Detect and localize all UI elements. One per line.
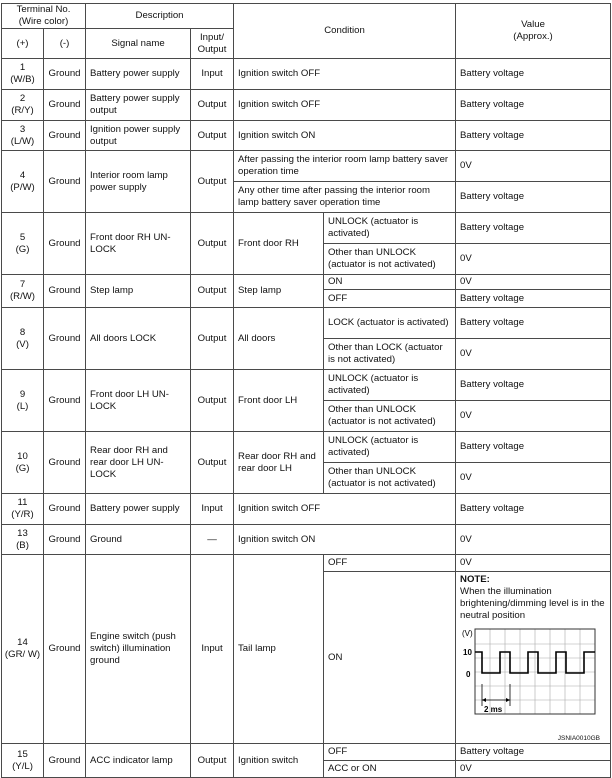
plus-header: (+) <box>2 29 44 59</box>
value-cell: Battery voltage <box>456 744 611 761</box>
terminal-number: 15 (Y/L) <box>2 744 44 778</box>
value-cell: 0V <box>456 525 611 555</box>
table-row <box>2 308 611 339</box>
state-cell: Other than UNLOCK (actuator is not activated) <box>324 401 456 432</box>
value-cell: 0V <box>456 401 611 432</box>
table-row <box>2 494 611 525</box>
ground-cell: Ground <box>44 432 86 494</box>
signal-name: Engine switch (push switch) illumination ground <box>86 555 191 744</box>
waveform-grid <box>475 629 595 714</box>
table-row <box>2 525 611 555</box>
signal-name: Ground <box>86 525 191 555</box>
state-cell: ON <box>324 275 456 290</box>
state-cell: LOCK (actuator is activated) <box>324 308 456 339</box>
value-cell: 0V <box>456 151 611 182</box>
value-cell: 0V <box>456 339 611 370</box>
value-cell: 0V <box>456 275 611 290</box>
condition-cell: Ignition switch OFF <box>234 494 456 525</box>
ground-cell: Ground <box>44 494 86 525</box>
io-cell: Output <box>191 151 234 213</box>
terminal-number: 3 (L/W) <box>2 121 44 151</box>
terminal-number: 7 (R/W) <box>2 275 44 308</box>
condition-cell: Ignition switch OFF <box>234 59 456 90</box>
table-row <box>2 121 611 151</box>
signal-name: Battery power supply <box>86 59 191 90</box>
state-cell: OFF <box>324 744 456 761</box>
io-cell: — <box>191 525 234 555</box>
state-cell: ON <box>324 572 456 744</box>
io-cell: Output <box>191 121 234 151</box>
value-cell: Battery voltage <box>456 370 611 401</box>
signal-name: Front door RH UN-LOCK <box>86 213 191 275</box>
signal-name-header: Signal name <box>86 29 191 59</box>
condition-cell: All doors <box>234 308 324 370</box>
condition-cell: Ignition switch OFF <box>234 90 456 121</box>
terminal-number: 1 (W/B) <box>2 59 44 90</box>
condition-cell: Front door LH <box>234 370 324 432</box>
value-cell: Battery voltage <box>456 308 611 339</box>
ground-cell: Ground <box>44 370 86 432</box>
table-row <box>2 432 611 463</box>
note-text: When the illumination brightening/dimming level is in the neutral position <box>460 586 605 621</box>
terminal-number: 11 (Y/R) <box>2 494 44 525</box>
terminal-number: 9 (L) <box>2 370 44 432</box>
terminal-number: 8 (V) <box>2 308 44 370</box>
waveform-high-label: 10 <box>463 648 472 657</box>
condition-cell: Any other time after passing the interior room lamp battery saver operation time <box>234 182 456 213</box>
waveform-low-label: 0 <box>466 670 471 679</box>
ground-cell: Ground <box>44 121 86 151</box>
value-header: Value (Approx.) <box>456 4 611 59</box>
terminal-number: 4 (P/W) <box>2 151 44 213</box>
note-title: NOTE: <box>460 574 490 585</box>
signal-name: Ignition power supply output <box>86 121 191 151</box>
io-cell: Output <box>191 275 234 308</box>
ground-cell: Ground <box>44 90 86 121</box>
state-cell: OFF <box>324 555 456 572</box>
terminal-number: 13 (B) <box>2 525 44 555</box>
input-output-header: Input/ Output <box>191 29 234 59</box>
state-cell: UNLOCK (actuator is activated) <box>324 213 456 244</box>
condition-cell: Step lamp <box>234 275 324 308</box>
value-cell: 0V <box>456 555 611 572</box>
ground-cell: Ground <box>44 151 86 213</box>
signal-name: Rear door RH and rear door LH UN-LOCK <box>86 432 191 494</box>
table-row <box>2 90 611 121</box>
table-row <box>2 744 611 761</box>
minus-header: (-) <box>44 29 86 59</box>
condition-cell: Tail lamp <box>234 555 324 744</box>
value-cell: Battery voltage <box>456 290 611 308</box>
condition-cell: After passing the interior room lamp battery saver operation time <box>234 151 456 182</box>
state-cell: Other than UNLOCK (actuator is not activated) <box>324 244 456 275</box>
state-cell: OFF <box>324 290 456 308</box>
io-cell: Output <box>191 370 234 432</box>
signal-name: Battery power supply output <box>86 90 191 121</box>
condition-cell: Rear door RH and rear door LH <box>234 432 324 494</box>
ground-cell: Ground <box>44 59 86 90</box>
io-cell: Input <box>191 494 234 525</box>
waveform-unit: (V) <box>462 629 473 638</box>
io-cell: Input <box>191 555 234 744</box>
waveform-diagram <box>460 626 600 734</box>
condition-cell: Ignition switch ON <box>234 525 456 555</box>
terminal-number: 5 (G) <box>2 213 44 275</box>
terminal-number: 2 (R/Y) <box>2 90 44 121</box>
table-row <box>2 555 611 572</box>
terminal-table <box>1 3 611 778</box>
table-row <box>2 370 611 401</box>
value-cell: Battery voltage <box>456 432 611 463</box>
value-cell: Battery voltage <box>456 121 611 151</box>
condition-header: Condition <box>234 4 456 59</box>
terminal-header: Terminal No. (Wire color) <box>2 4 86 29</box>
io-cell: Output <box>191 308 234 370</box>
table-row <box>2 213 611 244</box>
condition-cell: Ignition switch <box>234 744 324 778</box>
ground-cell: Ground <box>44 525 86 555</box>
signal-name: Front door LH UN-LOCK <box>86 370 191 432</box>
value-cell: 0V <box>456 761 611 778</box>
terminal-number: 14 (GR/ W) <box>2 555 44 744</box>
signal-name: Interior room lamp power supply <box>86 151 191 213</box>
ground-cell: Ground <box>44 308 86 370</box>
figure-code: JSNIA0010GB <box>557 735 601 742</box>
ground-cell: Ground <box>44 275 86 308</box>
io-cell: Output <box>191 90 234 121</box>
signal-name: All doors LOCK <box>86 308 191 370</box>
state-cell: UNLOCK (actuator is activated) <box>324 370 456 401</box>
table-row <box>2 151 611 182</box>
io-cell: Output <box>191 432 234 494</box>
value-cell: Battery voltage <box>456 213 611 244</box>
table-row <box>2 59 611 90</box>
value-cell: 0V <box>456 244 611 275</box>
ground-cell: Ground <box>44 555 86 744</box>
condition-cell: Front door RH <box>234 213 324 275</box>
condition-cell: Ignition switch ON <box>234 121 456 151</box>
io-cell: Output <box>191 213 234 275</box>
value-cell: 0V <box>456 463 611 494</box>
waveform-note-cell <box>456 572 611 744</box>
state-cell: Other than LOCK (actuator is not activated) <box>324 339 456 370</box>
signal-name: Step lamp <box>86 275 191 308</box>
io-cell: Input <box>191 59 234 90</box>
terminal-number: 10 (G) <box>2 432 44 494</box>
value-cell: Battery voltage <box>456 90 611 121</box>
description-header: Description <box>86 4 234 29</box>
io-cell: Output <box>191 744 234 778</box>
ground-cell: Ground <box>44 744 86 778</box>
state-cell: Other than UNLOCK (actuator is not activated) <box>324 463 456 494</box>
state-cell: ACC or ON <box>324 761 456 778</box>
value-cell: Battery voltage <box>456 182 611 213</box>
state-cell: UNLOCK (actuator is activated) <box>324 432 456 463</box>
signal-name: Battery power supply <box>86 494 191 525</box>
table-row <box>2 275 611 290</box>
value-cell: Battery voltage <box>456 494 611 525</box>
value-cell: Battery voltage <box>456 59 611 90</box>
waveform-period-label: 2 ms <box>484 705 503 714</box>
signal-name: ACC indicator lamp <box>86 744 191 778</box>
ground-cell: Ground <box>44 213 86 275</box>
